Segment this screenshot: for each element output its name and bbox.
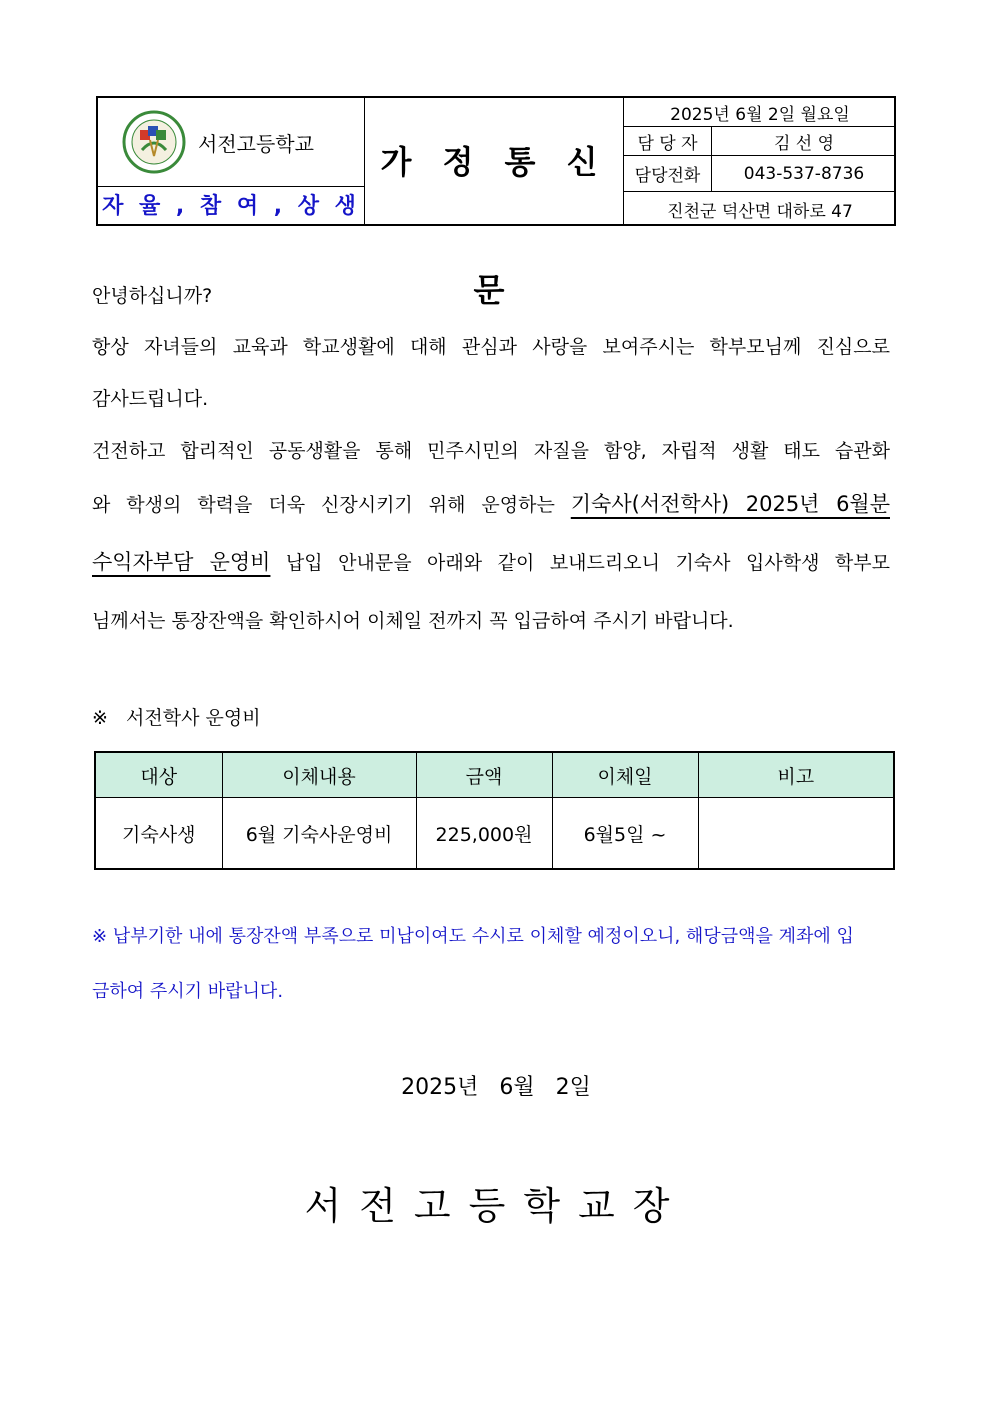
body-line-4-text: 와 학생의 학력을 더욱 신장시키기 위해 운영하는	[92, 494, 571, 516]
table-header-row	[95, 752, 894, 798]
body-line-2: 감사드립니다.	[92, 388, 209, 410]
footer-date: 2025년 6월 2일	[401, 1075, 591, 1100]
address-row	[624, 192, 896, 226]
body-line-6: 님께서는 통장잔액을 확인하시어 이체일 전까지 꼭 입금하여 주시기 바랍니다.	[92, 610, 734, 632]
school-cell	[98, 98, 365, 226]
school-motto: 자 율 , 참 여 , 상 생	[102, 194, 360, 219]
cell-remarks	[698, 798, 894, 870]
manager-value: 김 선 영	[773, 133, 835, 154]
col-transfer-date: 이체일	[552, 752, 698, 798]
principal-signature: 서전고등학교장	[304, 1184, 688, 1228]
table-row	[95, 798, 894, 870]
school-emblem-icon	[122, 110, 186, 174]
fee-type-highlight: 수익자부담 운영비	[92, 550, 271, 574]
date-row	[624, 98, 896, 127]
phone-row	[624, 156, 896, 192]
fee-period-highlight: 기숙사(서전학사) 2025년 6월분	[570, 492, 890, 516]
notice-line-1: ※ 납부기한 내에 통장잔액 부족으로 미납이여도 수시로 이체할 예정이오니, 해당금액을 계좌에 입	[92, 926, 854, 947]
col-amount: 금액	[416, 752, 552, 798]
school-name: 서전고등학교	[198, 132, 314, 156]
body-line-5-text: 납입 안내문을 아래와 같이 보내드리오니 기숙사 입사학생 학부모	[270, 552, 890, 574]
body-line-3: 건전하고 합리적인 공동생활을 통해 민주시민의 자질을 함양, 자립적 생활 태도 습관화	[92, 440, 890, 462]
col-remarks: 비고	[698, 752, 894, 798]
phone-value: 043-537-8736	[743, 163, 865, 184]
section-title: ※ 서전학사 운영비	[92, 707, 261, 729]
school-logo-row	[98, 98, 364, 187]
cell-target: 기숙사생	[95, 798, 222, 870]
body-line-1: 항상 자녀들의 교육과 학교생활에 대해 관심과 사랑을 보여주시는 학부모님께 진심으로	[92, 336, 890, 358]
cell-description: 6월 기숙사운영비	[222, 798, 416, 870]
body-line-4	[92, 488, 890, 518]
col-target: 대상	[95, 752, 222, 798]
cell-amount: 225,000원	[416, 798, 552, 870]
greeting: 안녕하십니까?	[92, 285, 213, 307]
manager-label: 담 당 자	[624, 127, 712, 155]
phone-label: 담당전화	[624, 156, 712, 191]
col-description: 이체내용	[222, 752, 416, 798]
manager-row	[624, 127, 896, 156]
info-cell	[624, 98, 896, 226]
document-title: 가 정 통 신 문	[365, 98, 624, 226]
header-date: 2025년 6월 2일 월요일	[670, 104, 850, 125]
fee-table	[94, 751, 895, 870]
cell-transfer-date: 6월5일 ~	[552, 798, 698, 870]
notice-line-2: 금하여 주시기 바랍니다.	[92, 981, 284, 1002]
address: 진천군 덕산면 대하로 47	[667, 201, 853, 222]
body-line-5	[92, 546, 890, 576]
